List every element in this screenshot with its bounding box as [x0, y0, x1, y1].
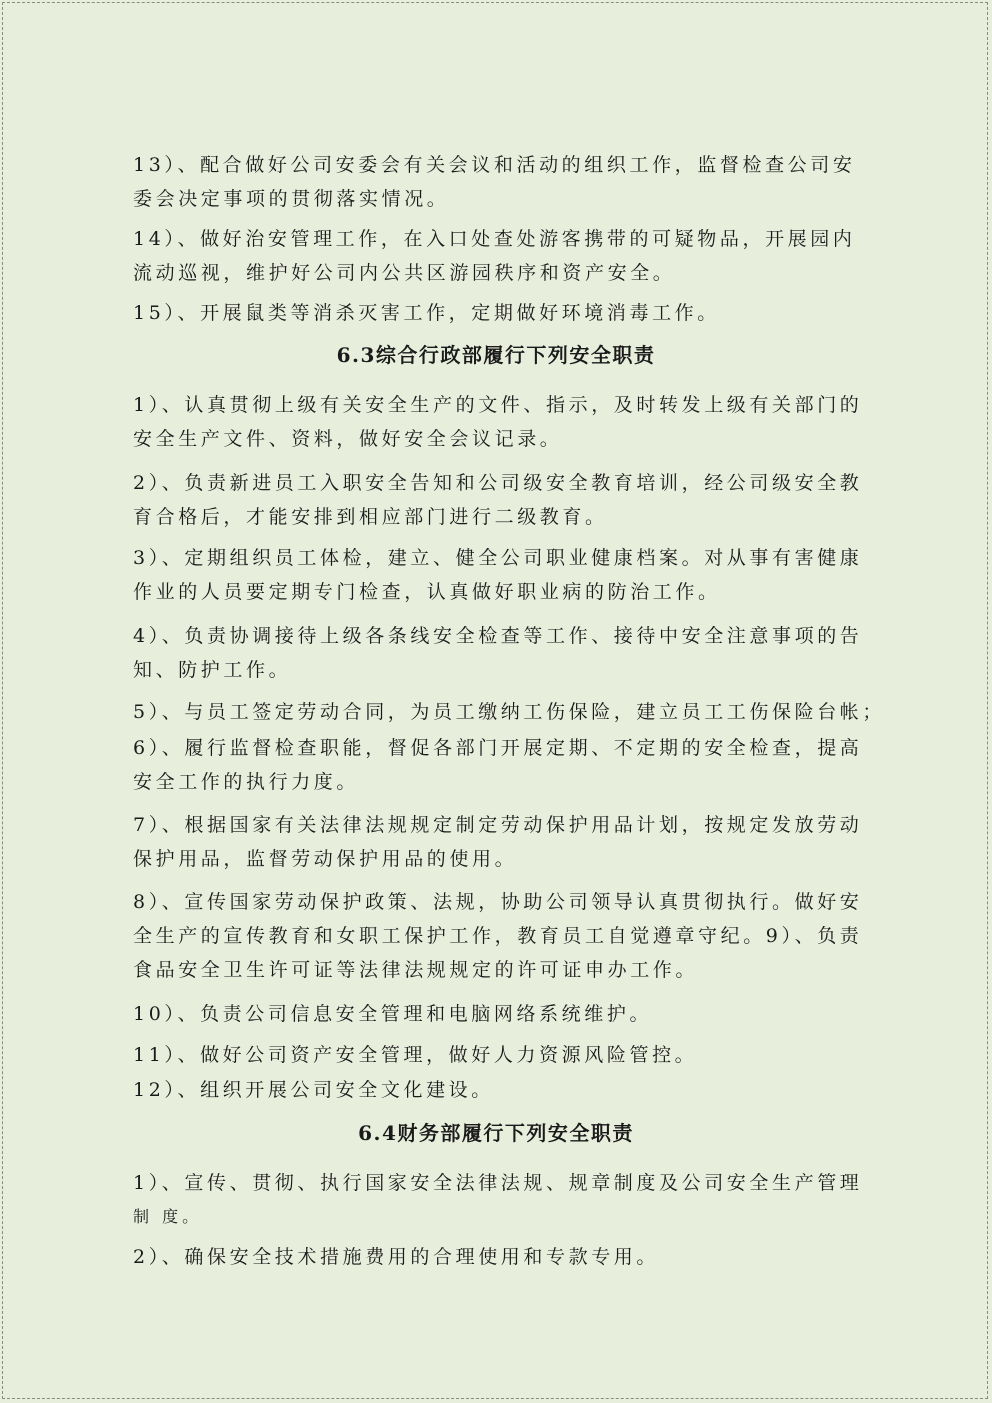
text-line: 14）、做好治安管理工作，在入口处查处游客携带的可疑物品，开展园内 — [133, 228, 856, 250]
text-line: 5）、与员工签定劳动合同，为员工缴纳工伤保险，建立员工工伤保险台帐； — [133, 701, 885, 723]
text-line: 2）、负责新进员工入职安全告知和公司级安全教育培训，经公司级安全教 — [133, 472, 863, 494]
text-line: 6）、履行监督检查职能，督促各部门开展定期、不定期的安全检查，提高 — [133, 737, 863, 759]
duty-item-14 — [133, 222, 871, 290]
text-line: 制 度。 — [133, 1207, 203, 1226]
section-heading-6-4: 6.4财务部履行下列安全职责 — [358, 1121, 634, 1145]
finance-item-1 — [133, 1166, 871, 1234]
text-line: 流动巡视，维护好公司内公共区游园秩序和资产安全。 — [133, 262, 676, 284]
admin-item-5 — [133, 695, 885, 729]
admin-item-6 — [133, 731, 871, 799]
text-line: 委会决定事项的贯彻落实情况。 — [133, 188, 450, 210]
text-line: 10）、负责公司信息安全管理和电脑网络系统维护。 — [133, 1003, 653, 1025]
admin-item-4 — [133, 619, 871, 687]
text-line: 7）、根据国家有关法律法规规定制定劳动保护用品计划，按规定发放劳动 — [133, 814, 863, 836]
text-line: 知、防护工作。 — [133, 659, 292, 681]
admin-item-11 — [133, 1038, 871, 1072]
text-line: 12）、组织开展公司安全文化建设。 — [133, 1079, 494, 1101]
text-line: 全生产的宣传教育和女职工保护工作，教育员工自觉遵章守纪。9）、负责 — [133, 925, 863, 947]
text-line: 育合格后，才能安排到相应部门进行二级教育。 — [133, 506, 608, 528]
text-line: 2）、确保安全技术措施费用的合理使用和专款专用。 — [133, 1246, 659, 1268]
text-line: 15）、开展鼠类等消杀灭害工作，定期做好环境消毒工作。 — [133, 302, 720, 324]
text-line: 1）、宣传、贯彻、执行国家安全法律法规、规章制度及公司安全生产管理 — [133, 1172, 863, 1194]
text-line: 食品安全卫生许可证等法律法规规定的许可证申办工作。 — [133, 959, 699, 981]
text-line: 保护用品，监督劳动保护用品的使用。 — [133, 848, 518, 870]
text-line: 11）、做好公司资产安全管理，做好人力资源风险管控。 — [133, 1044, 698, 1066]
text-line: 安全生产文件、资料，做好安全会议记录。 — [133, 428, 563, 450]
admin-item-8 — [133, 885, 871, 987]
duty-item-15 — [133, 296, 871, 330]
section-heading-6-3: 6.3综合行政部履行下列安全职责 — [336, 343, 656, 367]
text-line: 13）、配合做好公司安委会有关会议和活动的组织工作，监督检查公司安 — [133, 154, 856, 176]
text-line: 1）、认真贯彻上级有关安全生产的文件、指示，及时转发上级有关部门的 — [133, 394, 863, 416]
text-line: 安全工作的执行力度。 — [133, 771, 360, 793]
admin-item-1 — [133, 388, 871, 456]
text-line: 3）、定期组织员工体检，建立、健全公司职业健康档案。对从事有害健康 — [133, 547, 863, 569]
finance-item-2 — [133, 1240, 871, 1274]
admin-item-3 — [133, 541, 871, 609]
duty-item-13 — [133, 148, 871, 216]
text-line: 作业的人员要定期专门检查，认真做好职业病的防治工作。 — [133, 581, 721, 603]
admin-item-10 — [133, 997, 871, 1031]
text-line: 8）、宣传国家劳动保护政策、法规，协助公司领导认真贯彻执行。做好安 — [133, 891, 863, 913]
admin-item-7 — [133, 808, 871, 876]
admin-item-2 — [133, 466, 871, 534]
text-line: 4）、负责协调接待上级各条线安全检查等工作、接待中安全注意事项的告 — [133, 625, 863, 647]
admin-item-12 — [133, 1073, 871, 1107]
